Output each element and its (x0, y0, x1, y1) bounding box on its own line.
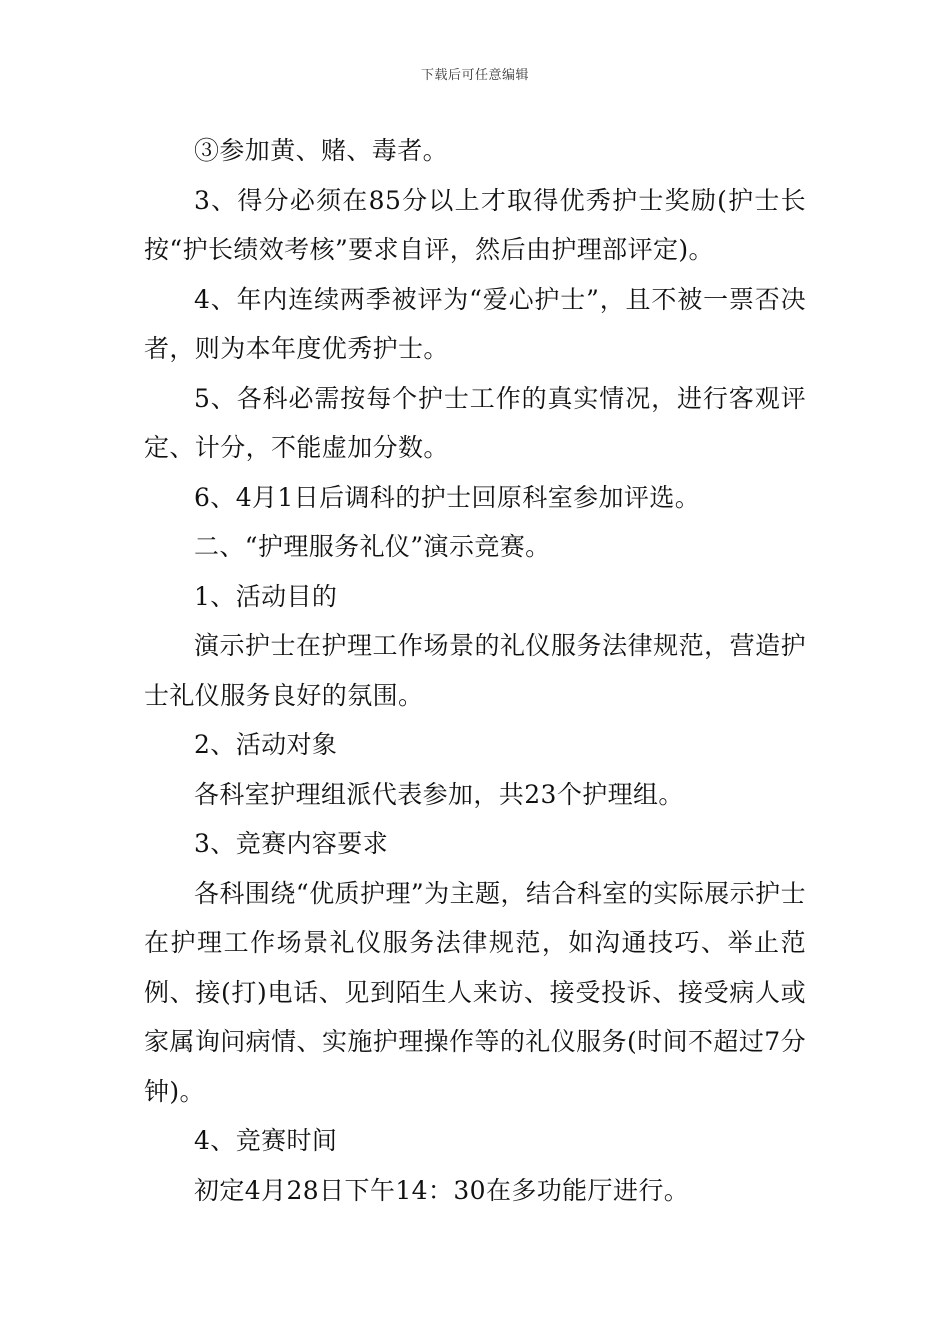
paragraph-contest-time: 初定4月28日下午14：30在多功能厅进行。 (194, 1175, 690, 1205)
subheading-contest-requirements: 3、竞赛内容要求 (194, 829, 389, 858)
paragraph-activity-target: 各科室护理组派代表参加，共23个护理组。 (194, 779, 684, 809)
subheading-contest-time: 4、竞赛时间 (194, 1126, 338, 1155)
paragraph-love-nurse: 4、年内连续两季被评为“爱心护士”，且不被一票否决者，则为本年度优秀护士。 (144, 284, 806, 363)
page-header: 下载后可任意编辑 (420, 68, 529, 83)
paragraph-item-3-condition: ③参加黄、赌、毒者。 (194, 136, 449, 165)
document-body (144, 126, 806, 1215)
paragraph-score-requirement: 3、得分必须在85分以上才取得优秀护士奖励(护士长按“护长绩效考核”要求自评，然后由护理部评定)。 (144, 185, 806, 264)
paragraph-contest-requirements: 各科围绕“优质护理”为主题，结合科室的实际展示护士在护理工作场景礼仪服务法律规范，如沟通技巧、举止范例、接(打)电话、见到陌生人来访、接受投诉、接受病人或家属询问病情、实施护理操作等的礼仪服务(时间不超过7分钟)。 (144, 878, 806, 1106)
subheading-activity-purpose: 1、活动目的 (194, 581, 338, 611)
paragraph-activity-purpose: 演示护士在护理工作场景的礼仪服务法律规范，营造护士礼仪服务良好的氛围。 (144, 631, 806, 710)
section-heading-etiquette-contest: 二、“护理服务礼仪”演示竞赛。 (194, 532, 551, 561)
subheading-activity-target: 2、活动对象 (194, 730, 338, 759)
paragraph-transfer-rule: 6、4月1日后调科的护士回原科室参加评选。 (194, 482, 701, 512)
paragraph-objective-evaluation: 5、各科必需按每个护士工作的真实情况，进行客观评定、计分，不能虚加分数。 (144, 383, 806, 462)
